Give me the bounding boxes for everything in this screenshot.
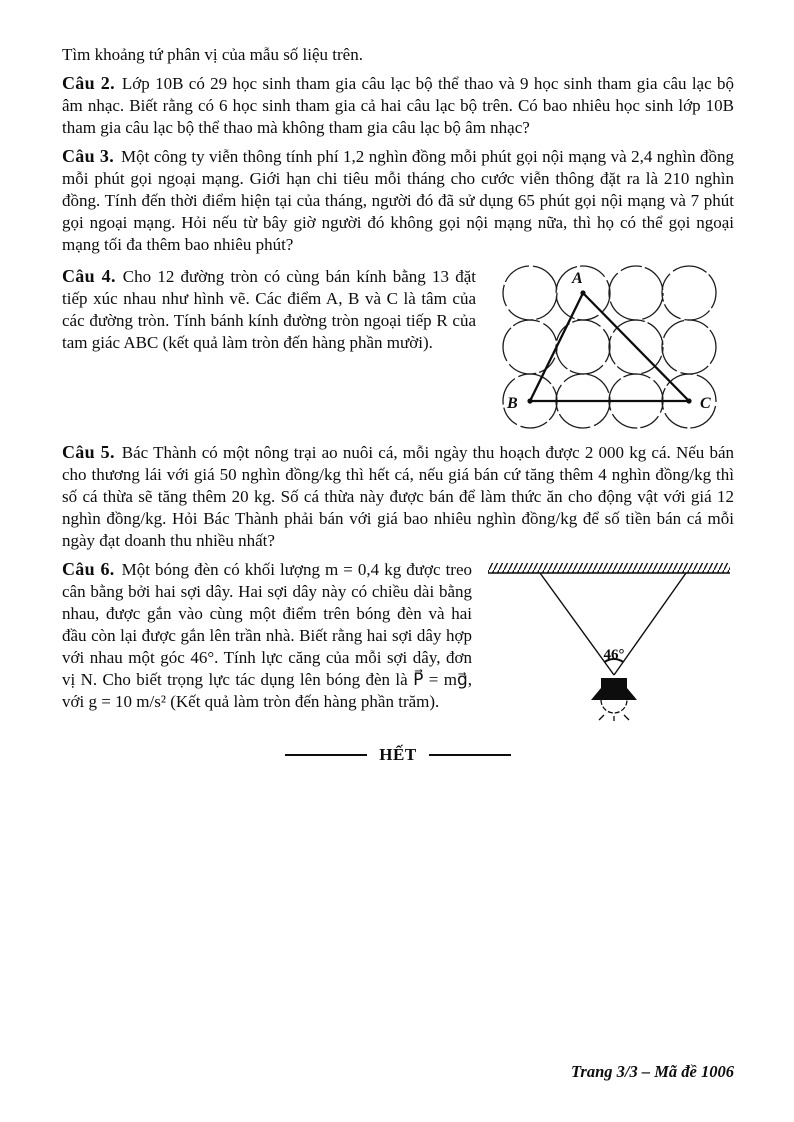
question-2-label: Câu 2. <box>62 73 115 93</box>
ceiling-hatch <box>488 563 730 573</box>
question-5 <box>62 441 734 552</box>
question-6 <box>62 558 472 713</box>
question-3-label: Câu 3. <box>62 146 115 166</box>
question-6-text: Một bóng đèn có khối lượng m = 0,4 kg được treo cân bằng bởi hai sợi dây. Hai sợi dây này có chiều dài bằng nhau, được gắn vào cùng một điểm trên bóng đèn và hai đầu còn lại được gắn lên trần nhà. Biết rằng hai sợi dây hợp với nhau một góc 46°. Tính lực căng của mỗi sợi dây, đơn vị N. Cho biết trọng lực tác dụng lên bóng đèn là P⃗ = mg⃗, với g = 10 m/s² (Kết quả làm tròn đến hàng phần trăm). <box>62 560 473 711</box>
circle-grid <box>503 266 716 428</box>
question-2-text: Lớp 10B có 29 học sinh tham gia câu lạc bộ thể thao và 9 học sinh tham gia câu lạc bộ âm nhạc. Biết rằng có 6 học sinh tham gia cả hai câu lạc bộ trên. Có bao nhiêu học sinh lớp 10B tham gia câu lạc bộ thể thao mà không tham gia câu lạc bộ âm nhạc? <box>62 74 734 137</box>
question-4-label: Câu 4. <box>62 266 116 286</box>
question-4-text: Cho 12 đường tròn có cùng bán kính bằng 13 đặt tiếp xúc nhau như hình vẽ. Các điểm A, B và C là tâm của các đường tròn. Tính bánh kính đường tròn ngoại tiếp R của tam giác ABC (kết quả làm tròn đến hàng phần mười). <box>62 267 476 352</box>
end-divider-left-line <box>285 754 367 756</box>
end-divider-right-line <box>429 754 511 756</box>
vertex-c-dot <box>686 398 691 403</box>
circles-figure-svg <box>488 261 734 431</box>
question-6-block <box>62 558 734 727</box>
label-a: A <box>572 270 583 287</box>
vertex-a-dot <box>580 290 585 295</box>
string-right <box>614 573 686 675</box>
lamp-figure <box>484 560 734 727</box>
end-marker: HẾT <box>379 745 417 764</box>
intro-line: Tìm khoảng tứ phân vị của mẫu số liệu trên. <box>62 45 363 64</box>
lamp-icon <box>591 678 637 721</box>
question-4-block <box>62 265 734 436</box>
vertex-b-dot <box>527 398 532 403</box>
label-b: B <box>507 395 518 412</box>
angle-label: 46° <box>603 647 625 663</box>
circles-figure <box>488 261 734 436</box>
question-6-label: Câu 6. <box>62 559 115 579</box>
lamp-figure-svg <box>484 560 734 722</box>
question-3 <box>62 145 734 256</box>
end-divider <box>62 745 734 765</box>
page-footer: Trang 3/3 – Mã đề 1006 <box>570 1062 734 1081</box>
question-2 <box>62 72 734 139</box>
question-5-label: Câu 5. <box>62 442 115 462</box>
label-c: C <box>700 395 711 412</box>
question-3-text: Một công ty viễn thông tính phí 1,2 nghìn đồng mỗi phút gọi nội mạng và 2,4 nghìn đồng mỗi phút gọi ngoại mạng. Giới hạn chi tiêu mỗi tháng cho cước viễn thông đặt ra là 210 nghìn đồng. Tính đến thời điểm hiện tại của tháng, người đó đã sử dụng 65 phút gọi nội mạng và 7 phút gọi ngoại mạng. Hỏi nếu từ bây giờ người đó không gọi nội mạng nữa, thì họ có thể gọi ngoại mạng tối đa thêm bao nhiêu phút? <box>62 147 734 254</box>
question-5-text: Bác Thành có một nông trại ao nuôi cá, mỗi ngày thu hoạch được 2 000 kg cá. Nếu bán cho thương lái với giá 50 nghìn đồng/kg thì hết cá, nếu giá bán cứ tăng thêm 4 nghìn đồng/kg thì số cá thừa sẽ tăng thêm 20 kg. Số cá thừa này được bán để làm thức ăn cho động vật với giá 12 nghìn đồng/kg. Hỏi Bác Thành phải bán với giá bao nhiêu nghìn đồng/kg để số tiền bán cá mỗi ngày đạt doanh thu nhiều nhất? <box>62 443 735 550</box>
question-4 <box>62 265 476 354</box>
